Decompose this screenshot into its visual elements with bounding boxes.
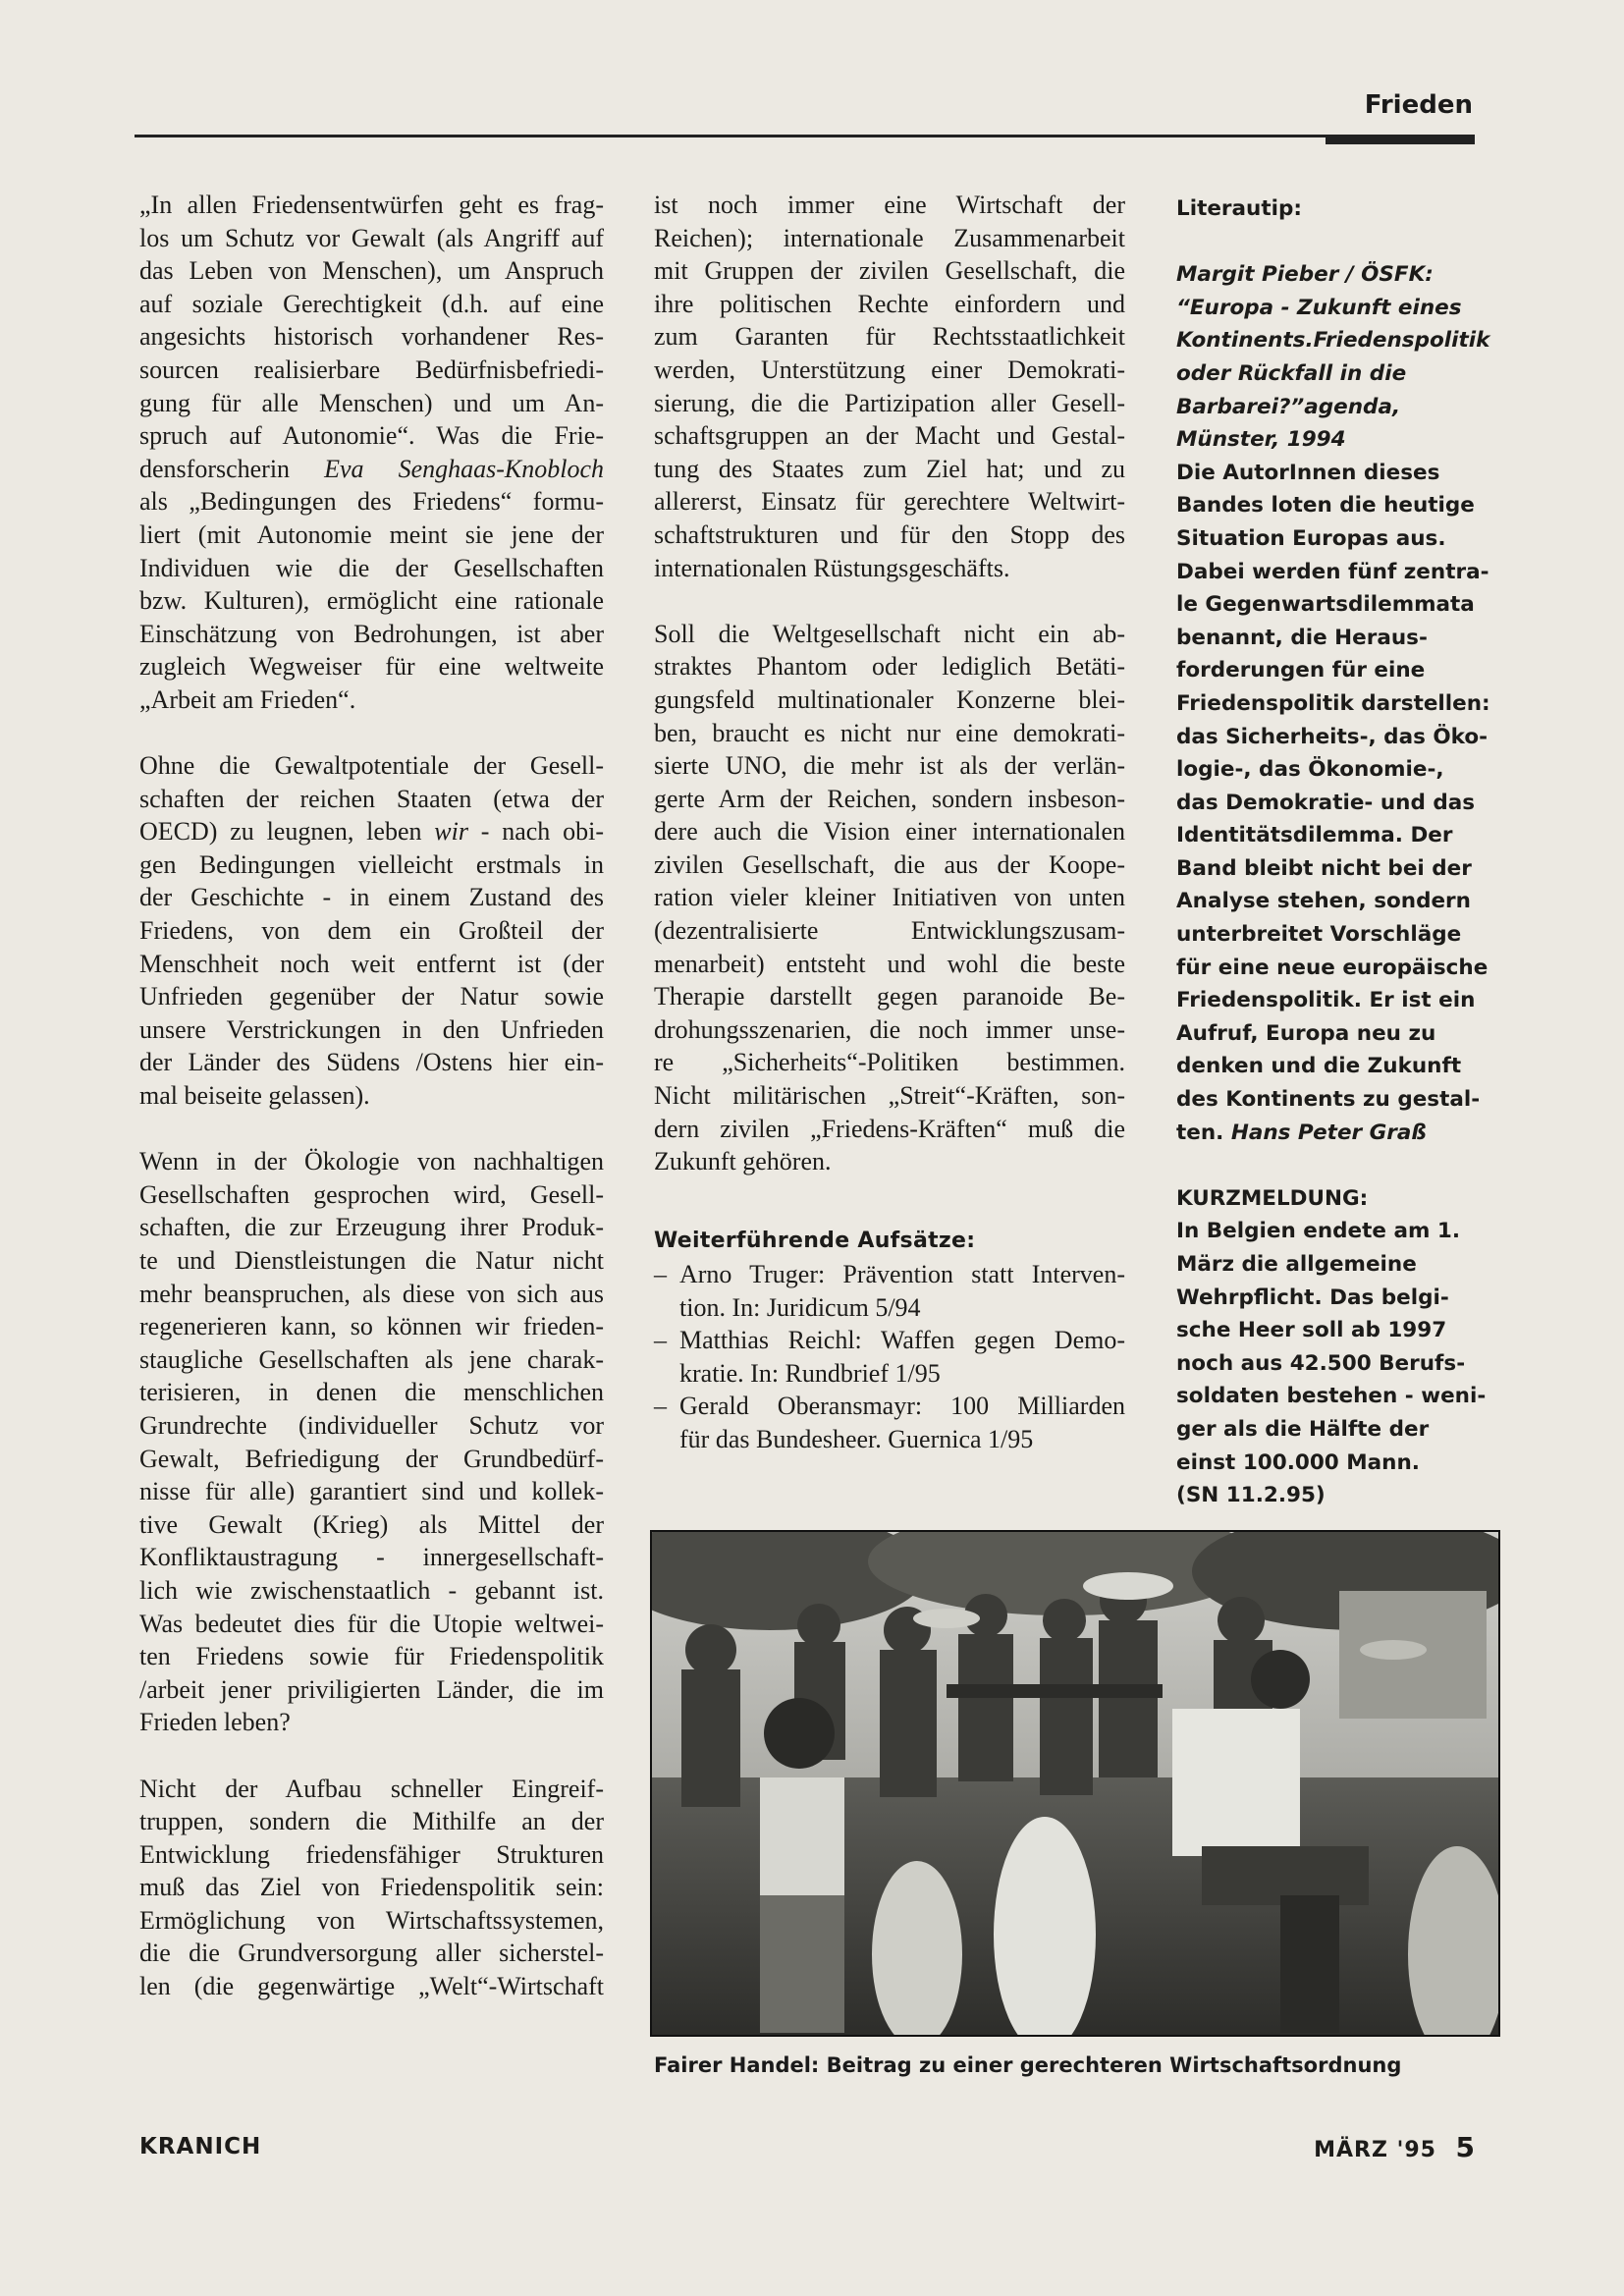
text-line: ten. Hans Peter Graß [1176, 1120, 1427, 1145]
references-list [654, 1258, 1125, 1456]
text-line: Band bleibt nicht bei der [1176, 855, 1472, 881]
text-line: staugliche Gesellschaften als jene charak- [139, 1344, 604, 1374]
text-line: Therapie darstellt gegen paranoide Be- [654, 982, 1125, 1011]
text-line: “Europa - Zukunft eines [1176, 295, 1462, 320]
text-line: ben, braucht es nicht nur eine demokrati- [654, 718, 1125, 747]
text-line: Entwicklung friedensfähiger Strukturen [139, 1839, 604, 1869]
column-2-text [654, 189, 1125, 1178]
text-line: noch aus 42.500 Berufs- [1176, 1350, 1466, 1376]
text-line: ten Friedens sowie für Friedenspolitik [139, 1642, 604, 1671]
text-line: In Belgien endete am 1. [1176, 1219, 1460, 1244]
text-line: Zukunft gehören. [654, 1147, 832, 1176]
text-line: tung des Staates zum Ziel hat; und zu [654, 454, 1125, 483]
photo [650, 1530, 1500, 2037]
text-line: straktes Phantom oder lediglich Betäti- [654, 652, 1125, 682]
text-line: unterbreitet Vorschläge [1176, 922, 1462, 948]
text-line: ist noch immer eine Wirtschaft der [654, 191, 1125, 219]
text-line: Nicht der Aufbau schneller Eingreif- [139, 1774, 604, 1803]
text-line: des Kontinents zu gestal- [1176, 1087, 1481, 1113]
text-line: drohungsszenarien, die noch immer unse- [654, 1014, 1125, 1044]
text-line: Barbarei?”agenda, [1176, 394, 1401, 419]
header-rule-accent [1326, 135, 1475, 144]
page-number: 5 [1455, 2131, 1475, 2163]
text-line: (dezentralisierte Entwicklungszusam- [654, 916, 1125, 946]
text-line: terisieren, in denen die menschlichen [139, 1378, 604, 1407]
text-line: liert (mit Autonomie meint sie jene der [139, 519, 604, 549]
text-line: schaften der reichen Staaten (etwa der [139, 784, 604, 813]
text-line: tive Gewalt (Krieg) als Mittel der [139, 1509, 604, 1539]
text-line: „Arbeit am Frieden“. [139, 684, 356, 714]
text-line: Nicht militärischen „Streit“-Kräften, son- [654, 1081, 1125, 1111]
text-line: Soll die Weltgesellschaft nicht ein ab- [654, 619, 1125, 648]
text-line: Konfliktaustragung - innergesellschaft- [139, 1543, 604, 1572]
issue-info [1314, 2131, 1475, 2163]
text-line: spruch auf Autonomie“. Was die Frie- [139, 421, 604, 451]
text-line: unsere Verstrickungen in den Unfrieden [139, 1014, 604, 1044]
header-rule [135, 135, 1475, 137]
text-line: sierte UNO, die mehr ist als der verlän- [654, 751, 1125, 781]
text-line: März die allgemeine [1176, 1252, 1417, 1277]
text-line: denken und die Zukunft [1176, 1054, 1462, 1079]
text-line: Gesellschaften gesprochen wird, Gesell- [139, 1179, 604, 1209]
text-line: der Länder des Südens /Ostens hier ein- [139, 1048, 604, 1077]
text-line: sierung, die die Partizipation aller Gesell- [654, 388, 1125, 417]
text-line: lich wie zwischenstaatlich - gebannt ist. [139, 1575, 604, 1605]
reference-item: – Gerald Oberansmayr: 100 Milliarden für das Bundesheer. Guernica 1/95 [654, 1392, 1125, 1453]
text-line: Friedenspolitik darstellen: [1176, 690, 1490, 716]
text-line: angesichts historisch vorhandener Res- [139, 322, 604, 352]
text-line: Aufruf, Europa neu zu [1176, 1020, 1436, 1046]
magazine-name: KRANICH [139, 2134, 262, 2159]
text-line: Bandes loten die heutige [1176, 493, 1475, 519]
text-line: OECD) zu leugnen, leben wir - nach obi- [139, 817, 604, 847]
text-line: logie-, das Ökonomie-, [1176, 757, 1444, 783]
text-line: nisse für alle) garantiert sind und kollek- [139, 1477, 604, 1506]
market-photo-illustration [652, 1532, 1498, 2035]
text-line: forderungen für eine [1176, 658, 1426, 683]
text-line: densforscherin Eva Senghaas-Knobloch [139, 454, 604, 483]
text-line: Gewalt, Befriedigung der Grundbedürf- [139, 1444, 604, 1473]
reference-item: – Arno Truger: Prävention statt Interven- tion. In: Juridicum 5/94 [654, 1260, 1125, 1322]
section-title: Frieden [1364, 90, 1473, 120]
text-line: Was bedeutet dies für die Utopie weltwei- [139, 1609, 604, 1638]
text-line: „In allen Friedensentwürfen geht es frag- [139, 191, 604, 219]
text-line: Analyse stehen, sondern [1176, 889, 1471, 914]
text-line: Unfrieden gegenüber der Natur sowie [139, 982, 604, 1011]
text-line: werden, Unterstützung einer Demokrati- [654, 355, 1125, 384]
text-line: Münster, 1994 [1176, 427, 1346, 453]
text-line: oder Rückfall in die [1176, 360, 1407, 386]
text-line: internationalen Rüstungsgeschäfts. [654, 553, 1010, 582]
text-line: Menschheit noch weit entfernt ist (der [139, 949, 604, 978]
text-line: le Gegenwartsdilemmata [1176, 592, 1475, 618]
text-line: schaften, die zur Erzeugung ihrer Produk- [139, 1213, 604, 1242]
text-line: muß das Ziel von Friedenspolitik sein: [139, 1873, 604, 1902]
text-line: gerte Arm der Reichen, sondern insbeson- [654, 784, 1125, 813]
article-column-1 [139, 189, 604, 2003]
text-line: Frieden leben? [139, 1708, 291, 1737]
text-line: Einschätzung von Bedrohungen, ist aber [139, 619, 604, 648]
text-line: soldaten bestehen - weni- [1176, 1384, 1487, 1409]
text-line: mit Gruppen der zivilen Gesellschaft, die [654, 256, 1125, 286]
text-line: Grundrechte (individueller Schutz vor [139, 1410, 604, 1440]
text-line: zugleich Wegweiser für eine weltweite [139, 652, 604, 682]
text-line: dere auch die Vision einer internationalen [654, 817, 1125, 847]
text-line: schaftsgruppen an der Macht und Gestal- [654, 421, 1125, 451]
text-line: re „Sicherheits“-Politiken bestimmen. [654, 1048, 1125, 1077]
text-line: bzw. Kulturen), ermöglicht eine rationale [139, 586, 604, 616]
text-line: auf soziale Gerechtigkeit (d.h. auf eine [139, 289, 604, 318]
text-line: los um Schutz vor Gewalt (als Angriff auf [139, 223, 604, 252]
text-line: mal beiseite gelassen). [139, 1081, 370, 1111]
text-line: len (die gegenwärtige „Welt“-Wirtschaft [139, 1972, 604, 2001]
reference-item: – Matthias Reichl: Waffen gegen Demo- kratie. In: Rundbrief 1/95 [654, 1326, 1125, 1388]
text-line: truppen, sondern die Mithilfe an der [139, 1807, 604, 1836]
text-line: das Sicherheits-, das Öko- [1176, 724, 1489, 749]
text-line: gungsfeld multinationaler Konzerne blei- [654, 684, 1125, 714]
text-line: menarbeit) entsteht und wohl die beste [654, 949, 1125, 978]
text-line: Friedens, von dem ein Großteil der [139, 916, 604, 946]
text-line: Wenn in der Ökologie von nachhaltigen [139, 1147, 604, 1176]
text-line: gen Bedingungen vielleicht erstmals in [139, 849, 604, 879]
text-line: Friedenspolitik. Er ist ein [1176, 988, 1476, 1013]
text-line: Ermöglichung von Wirtschaftssystemen, [139, 1905, 604, 1935]
text-line: te und Dienstleistungen die Natur nicht [139, 1246, 604, 1275]
text-line: mehr beanspruchen, als diese von sich aus [139, 1279, 604, 1308]
text-line: (SN 11.2.95) [1176, 1483, 1326, 1508]
text-line: Reichen); internationale Zusammenarbeit [654, 223, 1125, 252]
article-column-2 [654, 189, 1125, 1456]
text-line: der Geschichte - in einem Zustand des [139, 883, 604, 912]
text-line: das Demokratie- und das [1176, 790, 1476, 815]
sidebar-column [1176, 192, 1490, 1512]
text-line: einst 100.000 Mann. [1176, 1449, 1420, 1475]
text-line: allererst, Einsatz für gerechtere Weltwirt- [654, 487, 1125, 517]
text-line: zivilen Gesellschaft, die aus der Koope- [654, 849, 1125, 879]
text-line: Literautip: [1176, 196, 1302, 221]
text-line: Die AutorInnen dieses [1176, 460, 1440, 485]
text-line: für eine neue europäische [1176, 955, 1489, 980]
text-line: ration vieler kleiner Initiativen von unten [654, 883, 1125, 912]
text-line: Ohne die Gewaltpotentiale der Gesell- [139, 751, 604, 781]
text-line: ihre politischen Rechte einfordern und [654, 289, 1125, 318]
text-line: Identitätsdilemma. Der [1176, 823, 1453, 848]
text-line: als „Bedingungen des Friedens“ formu- [139, 487, 604, 517]
text-line: dern zivilen „Friedens-Kräften“ muß die [654, 1114, 1125, 1143]
text-line: sourcen realisierbare Bedürfnisbefriedi- [139, 355, 604, 384]
text-line: Wehrpflicht. Das belgi- [1176, 1285, 1449, 1310]
text-line: ger als die Hälfte der [1176, 1416, 1430, 1442]
references-heading: Weiterführende Aufsätze: [654, 1229, 976, 1254]
text-line: Dabei werden fünf zentra- [1176, 559, 1489, 584]
text-line: gung für alle Menschen) und um An- [139, 388, 604, 417]
text-line: das Leben von Menschen), um Anspruch [139, 256, 604, 286]
text-line: KURZMELDUNG: [1176, 1185, 1369, 1211]
issue-date: MÄRZ '95 [1314, 2138, 1436, 2162]
text-line: Margit Pieber / ÖSFK: [1176, 262, 1434, 288]
text-line: Individuen wie die der Gesellschaften [139, 553, 604, 582]
text-line: regenerieren kann, so können wir frieden- [139, 1312, 604, 1341]
text-line: sche Heer soll ab 1997 [1176, 1318, 1447, 1343]
text-line: die die Grundversorgung aller sicherstel- [139, 1939, 604, 1968]
text-line: /arbeit jener priviligierten Länder, die im [139, 1674, 604, 1704]
text-line: Situation Europas aus. [1176, 525, 1446, 551]
text-line: benannt, die Heraus- [1176, 625, 1428, 650]
text-line: schaftstrukturen und für den Stopp des [654, 519, 1125, 549]
text-line: Kontinents.Friedenspolitik [1176, 328, 1490, 354]
photo-caption: Fairer Handel: Beitrag zu einer gerechteren Wirtschaftsordnung [654, 2053, 1402, 2077]
text-line: zum Garanten für Rechtsstaatlichkeit [654, 322, 1125, 352]
